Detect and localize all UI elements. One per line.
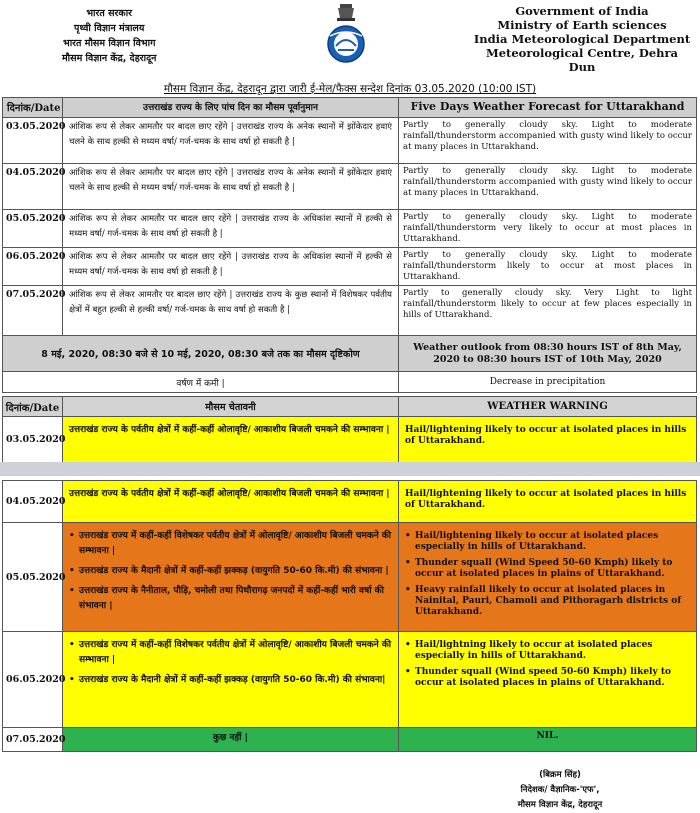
warning-hindi-item: • उत्तराखंड राज्य के मैदानी क्षेत्रों में कहीं-कहीं झक्कड़ (वायुगति 50-60 कि.मी) की संभावना| bbox=[69, 673, 392, 688]
warning-hindi-text: उत्तराखंड राज्य के पर्वतीय क्षेत्रों में कहीं-कहीं ओलावृष्टि/ आकाशीय बिजली चमकने की सम्भावना | bbox=[69, 425, 390, 435]
warning-hindi-item: • उत्तराखंड राज्य में कहीं-कहीं विशेषकर पर्वतीय क्षेत्रों में ओलावृष्टि/ आकाशीय बिजली चमकने की सम्भावना | bbox=[69, 529, 392, 559]
letterhead bbox=[0, 0, 700, 80]
outlook-row bbox=[3, 336, 697, 372]
warning-table-continued bbox=[2, 480, 697, 752]
warning-english bbox=[399, 481, 697, 523]
precip-english: Decrease in precipitation bbox=[399, 372, 697, 393]
warning-hindi-item: • उत्तराखंड राज्य के मैदानी क्षेत्रों में कहीं-कहीं झक्कड़ (वायुगति 50-60 कि.मी) की संभावना | bbox=[69, 564, 392, 579]
warning-english: NIL. bbox=[399, 728, 697, 752]
forecast-hindi: आंशिक रूप से लेकर आमतौर पर बादल छाए रहेंगे | उत्तराखंड राज्य के अधिकांश स्थानों में हल्की से मध्यम वर्षा/ गर्ज-चमक के साथ वर्षा हो सकती है | bbox=[63, 210, 399, 248]
warning-row bbox=[3, 728, 697, 752]
english-line-3: India Meteorological Department bbox=[473, 32, 691, 46]
warning-row bbox=[3, 417, 697, 463]
warning-hindi: कुछ नहीं | bbox=[63, 728, 399, 752]
hindi-line-4: मौसम विज्ञान केंद्र, देहरादून bbox=[62, 53, 157, 64]
forecast-row bbox=[3, 248, 697, 286]
precip-row bbox=[3, 372, 697, 393]
signatory-title: निदेशक/ वैज्ञानिक-'एफ', bbox=[520, 785, 600, 795]
warning-col-hindi: मौसम चेतावनी bbox=[63, 397, 399, 417]
warning-english-item: • Hail/lightening likely to occur at isolated places especially in hills of Uttarakhand. bbox=[405, 531, 690, 553]
signatory-office: मौसम विज्ञान केंद्र, देहरादून bbox=[517, 800, 603, 810]
english-line-4: Meteorological Centre, Dehra Dun bbox=[485, 46, 679, 74]
warning-header-row bbox=[3, 397, 697, 417]
issue-line: मौसम विज्ञान केंद्र, देहरादून द्वारा जारी ई-मेल/फैक्स सन्देश दिनांक 03.05.2020 (10:00 IST) bbox=[163, 83, 537, 95]
warning-english-text: Hail/lightening likely to occur at isolated places in hills of Uttarakhand. bbox=[405, 425, 687, 446]
warning-english bbox=[399, 417, 697, 463]
warning-date: 04.05.2020 bbox=[3, 481, 63, 523]
warning-col-date: दिनांक/Date bbox=[3, 397, 63, 417]
warning-hindi bbox=[63, 632, 399, 728]
forecast-date: 03.05.2020 bbox=[3, 118, 63, 164]
warning-english-item: • Thunder squall (Wind Speed 50-60 Kmph) likely to occur at isolated places in plains of Uttarakhand. bbox=[405, 558, 690, 580]
signature-block bbox=[480, 768, 640, 813]
warning-english-item: • Thunder squall (Wind speed 50-60 Kmph) likely to occur at isolated places in plains of Uttarakhand. bbox=[405, 667, 690, 689]
warning-date: 05.05.2020 bbox=[3, 523, 63, 632]
forecast-row bbox=[3, 164, 697, 210]
forecast-english: Partly to generally cloudy sky. Light to moderate rainfall/thunderstorm accompanied with gusty wind likely to occur at many places in Uttarakhand. bbox=[399, 118, 697, 164]
warning-english-item: • Heavy rainfall likely to occur at isolated places in Nainital, Pauri, Chamoli and Pithoragarh districts of Uttarakhand. bbox=[405, 585, 690, 618]
warning-date: 06.05.2020 bbox=[3, 632, 63, 728]
forecast-row bbox=[3, 118, 697, 164]
warning-english bbox=[399, 632, 697, 728]
page-break bbox=[0, 462, 700, 476]
precip-hindi: वर्षण में कमी | bbox=[3, 372, 399, 393]
warning-date: 07.05.2020 bbox=[3, 728, 63, 752]
forecast-english: Partly to generally cloudy sky. Light to moderate rainfall/thunderstorm very likely to occur at most places in Uttarakhand. bbox=[399, 210, 697, 248]
warning-table bbox=[2, 396, 697, 463]
warning-hindi bbox=[63, 523, 399, 632]
forecast-english: Partly to generally cloudy sky. Very Light to light rainfall/thunderstorm likely to occur at few places especially in hills of Uttarakhand. bbox=[399, 286, 697, 336]
english-line-1: Government of India bbox=[515, 4, 649, 18]
hindi-line-3: भारत मौसम विज्ञान विभाग bbox=[63, 38, 156, 49]
forecast-hindi: आंशिक रूप से लेकर आमतौर पर बादल छाए रहेंगे | उत्तराखंड राज्य के अनेक स्थानों में झोंकेदार हवाएं चलने के साथ हल्की से मध्यम वर्षा/ गर्ज-चमक के साथ वर्षा हो सकती है | bbox=[63, 118, 399, 164]
forecast-date: 05.05.2020 bbox=[3, 210, 63, 248]
hindi-letterhead bbox=[62, 6, 156, 66]
outlook-english: Weather outlook from 08:30 hours IST of 8th May, 2020 to 08:30 hours IST of 10th May, 2020 bbox=[399, 336, 697, 372]
forecast-col-date: दिनांक/Date bbox=[3, 98, 63, 118]
forecast-date: 04.05.2020 bbox=[3, 164, 63, 210]
forecast-table bbox=[2, 97, 697, 393]
warning-date: 03.05.2020 bbox=[3, 417, 63, 463]
warning-col-english: WEATHER WARNING bbox=[399, 397, 697, 417]
forecast-col-hindi: उत्तराखंड राज्य के लिए पांच दिन का मौसम पूर्वानुमान bbox=[63, 98, 399, 118]
forecast-date: 06.05.2020 bbox=[3, 248, 63, 286]
warning-hindi bbox=[63, 417, 399, 463]
imd-emblem-icon bbox=[316, 2, 376, 66]
english-line-2: Ministry of Earth sciences bbox=[497, 18, 667, 32]
warning-row bbox=[3, 523, 697, 632]
hindi-line-1: भारत सरकार bbox=[86, 8, 133, 19]
warning-hindi bbox=[63, 481, 399, 523]
hindi-line-2: पृथ्वी विज्ञान मंत्रालय bbox=[74, 23, 145, 34]
forecast-header-row bbox=[3, 98, 697, 118]
english-letterhead bbox=[472, 4, 692, 74]
forecast-row bbox=[3, 210, 697, 248]
forecast-hindi: आंशिक रूप से लेकर आमतौर पर बादल छाए रहेंगे | उत्तराखंड राज्य के अधिकांश स्थानों में हल्की से मध्यम वर्षा/ गर्ज-चमक के साथ वर्षा हो सकती है | bbox=[63, 248, 399, 286]
warning-row bbox=[3, 632, 697, 728]
forecast-english: Partly to generally cloudy sky. Light to moderate rainfall/thunderstorm likely to occur at most places in Uttarakhand. bbox=[399, 248, 697, 286]
warning-hindi-item: • उत्तराखंड राज्य के नैनीताल, पौड़ि, चमोली तथा पिथौरागढ़ जनपदों में कहीं-कहीं भारी वर्षा की संभावना | bbox=[69, 584, 392, 614]
forecast-col-english: Five Days Weather Forecast for Uttarakhand bbox=[399, 98, 697, 118]
forecast-english: Partly to generally cloudy sky. Light to moderate rainfall/thunderstorm accompanied with gusty wind likely to occur at many places in Uttarakhand. bbox=[399, 164, 697, 210]
forecast-hindi: आंशिक रूप से लेकर आमतौर पर बादल छाए रहेंगे | उत्तराखंड राज्य के अनेक स्थानों में झोंकेदार हवाएं चलने के साथ हल्की से मध्यम वर्षा/ गर्ज-चमक के साथ वर्षा हो सकती है | bbox=[63, 164, 399, 210]
forecast-hindi: आंशिक रूप से लेकर आमतौर पर बादल छाए रहेंगे | उत्तराखंड राज्य के कुछ स्थानों में विशेषकर पर्वतीय क्षेत्रों में बहुत हल्की से हल्की वर्षा/ गर्ज-चमक के साथ वर्षा हो सकती है | bbox=[63, 286, 399, 336]
warning-english-text: Hail/lightening likely to occur at isolated places in hills of Uttarakhand. bbox=[405, 489, 687, 510]
forecast-date: 07.05.2020 bbox=[3, 286, 63, 336]
forecast-row bbox=[3, 286, 697, 336]
warning-row bbox=[3, 481, 697, 523]
outlook-hindi: 8 मई, 2020, 08:30 बजे से 10 मई, 2020, 08:30 बजे तक का मौसम दृष्टिकोण bbox=[3, 336, 399, 372]
warning-english-item: • Hail/lightning likely to occur at isolated places especially in hills of Uttarakhand. bbox=[405, 640, 690, 662]
signatory-name: (बिक्रम सिंह) bbox=[539, 770, 581, 780]
warning-english bbox=[399, 523, 697, 632]
warning-hindi-text: उत्तराखंड राज्य के पर्वतीय क्षेत्रों में कहीं-कहीं ओलावृष्टि/ आकाशीय बिजली चमकने की सम्भावना | bbox=[69, 489, 390, 499]
warning-hindi-item: • उत्तराखंड राज्य में कहीं-कहीं विशेषकर पर्वतीय क्षेत्रों में ओलावृष्टि/ आकाशीय बिजली चमकने की सम्भावना | bbox=[69, 638, 392, 668]
